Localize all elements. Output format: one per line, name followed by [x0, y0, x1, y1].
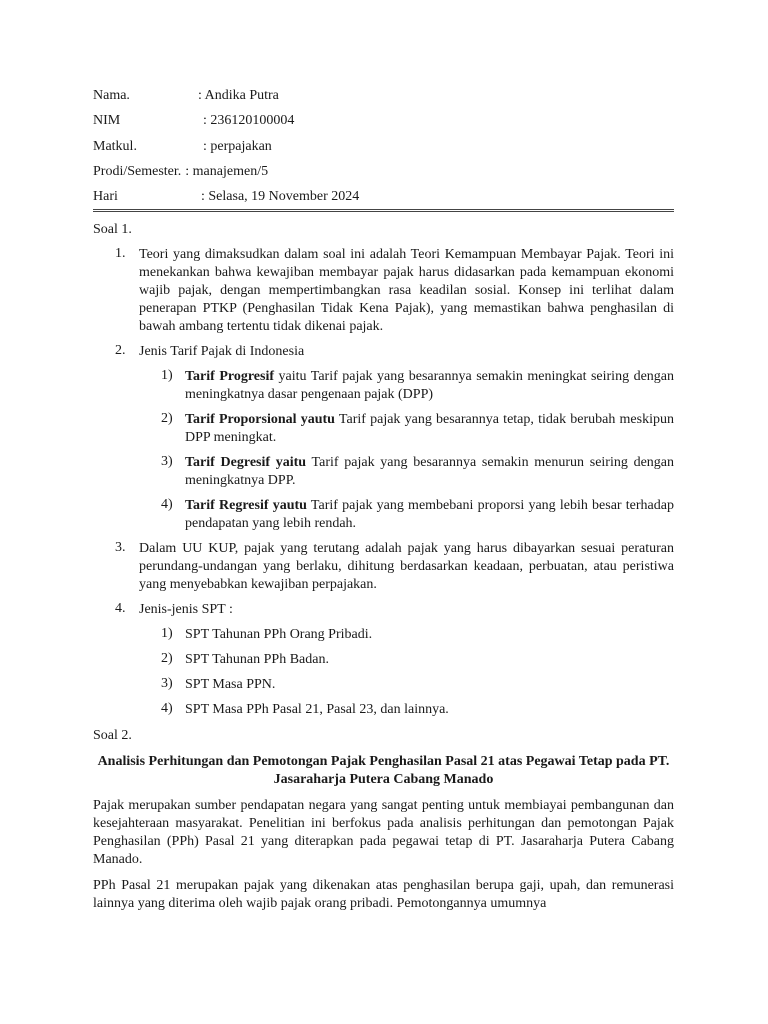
term-definition: Tarif pajak yang besarannya semakin menurun seiring dengan meningkatnya DPP. — [185, 455, 675, 489]
info-row-prodi — [93, 162, 674, 187]
sublist-item-number: 2) — [161, 651, 173, 667]
spt-sublist — [139, 626, 674, 719]
nama-value: : Andika Putra — [198, 88, 279, 103]
list-item-text: Dalam UU KUP, pajak yang terutang adalah pajak yang harus dibayarkan sesuai peraturan perundang-undangan yang berlaku, dihitung berdasarkan keadaan, perbuatan, atau peristiwa yang menyebabkan kewajiban perpajakan. — [139, 541, 674, 593]
nama-label: Nama. — [93, 88, 130, 103]
sublist-item — [139, 626, 674, 644]
soal1-heading: Soal 1. — [93, 222, 132, 238]
sublist-item-text: SPT Tahunan PPh Badan. — [185, 652, 329, 668]
paragraph: Pajak merupakan sumber pendapatan negara yang sangat penting untuk membiayai pembangunan dan kesejahteraan masyarakat. Penelitian ini berfokus pada analisis perhitungan dan pemotongan Pajak Penghasilan (PPh) Pasal 21 yang diterapkan pada pegawai tetap di PT. Jasaraharja Putera Cabang Manado. — [93, 798, 674, 868]
soal2-heading: Soal 2. — [93, 728, 132, 744]
sublist-item-number: 1) — [161, 368, 173, 384]
term-bold: Tarif Progresif — [185, 369, 275, 385]
term-bold: Tarif Regresif yautu — [185, 498, 307, 514]
sublist-item — [139, 701, 674, 719]
hari-value: : Selasa, 19 November 2024 — [201, 189, 360, 205]
sublist-item — [139, 497, 674, 533]
info-row-nim — [93, 111, 674, 136]
term-bold: Tarif Degresif yaitu — [185, 455, 307, 471]
list-item — [93, 601, 674, 719]
list-item-number: 3. — [115, 540, 126, 556]
paragraph: PPh Pasal 21 merupakan pajak yang dikenakan atas penghasilan berupa gaji, upah, dan remunerasi lainnya yang diterima oleh wajib pajak orang pribadi. Pemotongannya umumnya — [93, 878, 674, 912]
list-item — [93, 343, 674, 533]
hari-label: Hari — [93, 189, 118, 205]
term-definition: yaitu Tarif pajak yang besarannya semakin meningkat seiring dengan meningkatnya dasar pengenaan pajak (DPP) — [185, 369, 674, 403]
sublist-item-text: SPT Masa PPh Pasal 21, Pasal 23, dan lainnya. — [185, 702, 449, 718]
sublist-item-number: 4) — [161, 701, 173, 717]
sublist-item-number: 4) — [161, 497, 173, 513]
prodi-label: Prodi/Semester. — [93, 163, 182, 179]
list-item-text: Teori yang dimaksudkan dalam soal ini adalah Teori Kemampuan Membayar Pajak. Teori ini menekankan bahwa kewajiban membayar pajak harus didasarkan pada kemampuan ekonomi wajib pajak, dengan mempertimbangkan rasa keadilan sosial. Konsep ini terlihat dalam penerapan PTKP (Penghasilan Tidak Kena Pajak), yang memastikan bahwa penghasilan di bawah ambang tertentu tidak dikenai pajak. — [139, 247, 674, 335]
sublist-item — [139, 651, 674, 669]
list-item-number: 4. — [115, 601, 126, 617]
sublist-item — [139, 411, 674, 447]
list-item-text: Jenis-jenis SPT : — [139, 602, 233, 618]
list-item — [93, 246, 674, 336]
sublist-item — [139, 676, 674, 694]
nim-value: : 236120100004 — [203, 113, 295, 129]
list-item-number: 1. — [115, 246, 126, 262]
list-item-text: Jenis Tarif Pajak di Indonesia — [139, 344, 305, 360]
info-row-matkul — [93, 137, 674, 162]
term-bold: Tarif Proporsional yautu — [185, 412, 335, 428]
matkul-value: : perpajakan — [203, 138, 272, 154]
document-content — [93, 86, 674, 913]
sublist-item-text: SPT Tahunan PPh Orang Pribadi. — [185, 627, 373, 643]
list-item — [93, 540, 674, 594]
sublist-item-number: 1) — [161, 626, 173, 642]
sublist-item-number: 3) — [161, 454, 173, 470]
list-item-number: 2. — [115, 343, 126, 359]
sublist-item — [139, 368, 674, 404]
tarif-sublist — [139, 368, 674, 533]
nim-label: NIM — [93, 113, 121, 129]
prodi-value: : manajemen/5 — [185, 163, 269, 179]
sublist-item-text: SPT Masa PPN. — [185, 677, 276, 693]
term-definition: Tarif pajak yang membebani proporsi yang lebih besar terhadap pendapatan yang lebih rendah. — [185, 498, 674, 532]
term-definition: Tarif pajak yang besarannya tetap, tidak berubah meskipun DPP meningkat. — [185, 412, 674, 446]
matkul-label: Matkul. — [93, 138, 137, 154]
student-info — [93, 86, 674, 212]
soal2-title: Analisis Perhitungan dan Pemotongan Pajak Penghasilan Pasal 21 atas Pegawai Tetap pada PT. Jasaraharja Putera Cabang Manado — [97, 754, 670, 788]
sublist-item — [139, 454, 674, 490]
sublist-item-number: 3) — [161, 676, 173, 692]
soal1-list — [93, 246, 674, 719]
sublist-item-number: 2) — [161, 411, 173, 427]
info-row-nama — [93, 86, 674, 111]
